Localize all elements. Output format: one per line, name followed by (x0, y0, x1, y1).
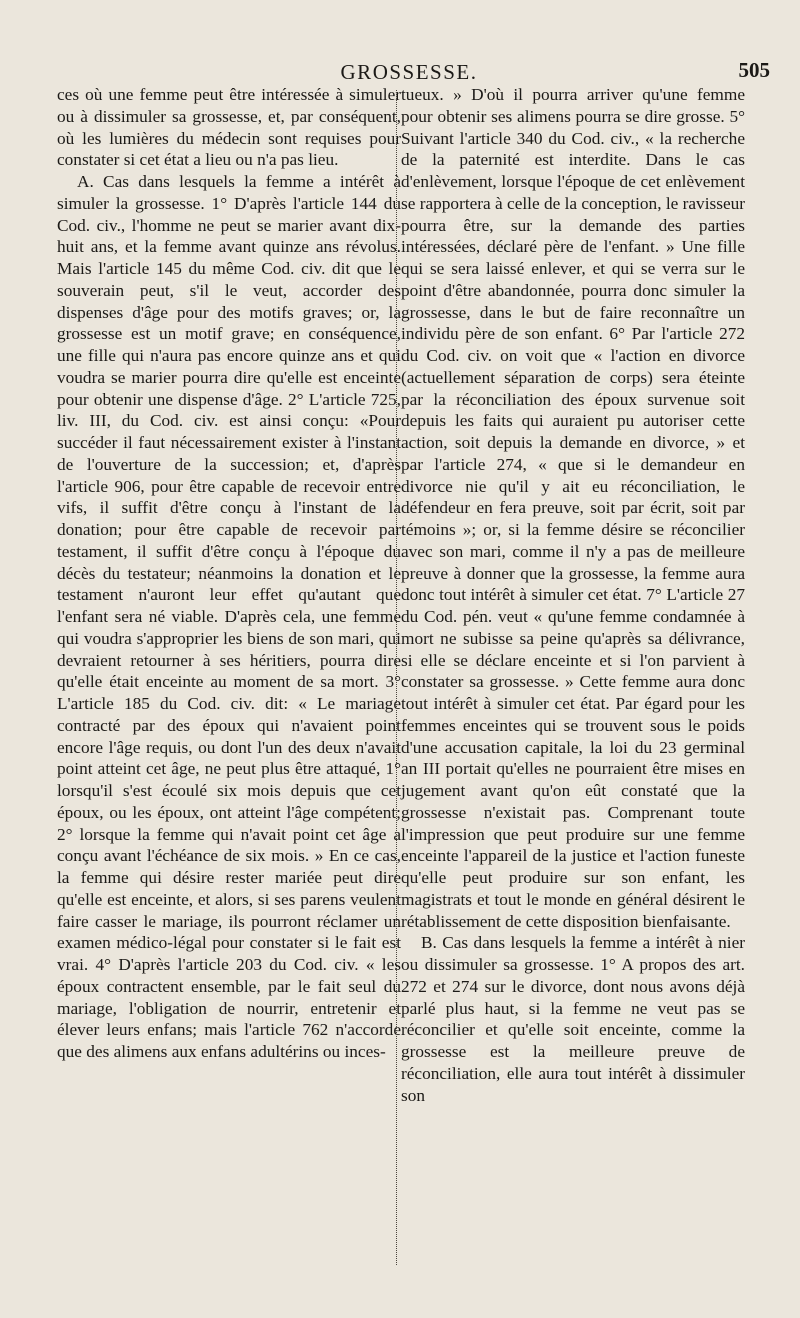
left-column (57, 84, 401, 1063)
paragraph-right-1: tueux. » D'où il pourra arriver qu'une femme pour obtenir ses alimens pourra se dire grosse. 5° Suivant l'article 340 du Cod. civ., « la recherche de la paternité est interdite. Dans le cas d'enlèvement, lorsque l'époque de cet enlèvement se rapportera à celle de la conception, le ravisseur pourra être, sur la demande des parties intéressées, déclaré père de l'enfant. » Une fille qui se sera laissé enlever, et qui se verra sur le point d'être abandonnée, pourra donc simuler la grossesse, dans le but de faire reconnaître un individu père de son enfant. 6° Par l'article 272 du Cod. civ. on voit que « l'action en divorce (actuellement séparation de corps) sera éteinte par la réconciliation des époux survenue soit depuis les faits qui auraient pu autoriser cette action, soit depuis la demande en divorce, » et par l'article 274, « que si le demandeur en divorce nie qu'il y ait eu réconciliation, le défendeur en fera preuve, soit par écrit, soit par témoins »; or, si la femme désire se réconcilier avec son mari, comme il n'y a pas de meilleure preuve à donner que la grossesse, la femme aura donc tout intérêt à simuler cet état. 7° L'article 27 du Cod. pén. veut « qu'une femme condamnée à mort ne subisse sa peine qu'après sa délivrance, si elle se déclare enceinte et si l'on parvient à constater sa grossesse. » Cette femme aura donc tout intérêt à simuler cet état. Par égard pour les femmes enceintes qui se trouvent sous le poids d'une accusation capitale, la loi du 23 germinal an III portait qu'elles ne pourraient être mises en jugement avant qu'on eût constaté que la grossesse n'existait pas. Comprenant toute l'impression que peut produire sur une femme enceinte l'appareil de la justice et l'action funeste qu'elle peut produire sur son enfant, les magistrats et tout le monde en général désirent le rétablissement de cette disposition bienfaisante. (401, 85, 746, 931)
paragraph-left-2: A. Cas dans lesquels la femme a intérêt à simuler la grossesse. 1° D'après l'article 144 du Cod. civ., l'homme ne peut se marier avant dix-huit ans, et la femme avant quinze ans révolus. Mais l'article 145 du même Cod. civ. dit que le souverain peut, s'il le veut, accorder des dispenses d'âge pour des motifs graves; or, la grossesse est un motif grave; en conséquence, une fille qui n'aura pas encore quinze ans et qui voudra se marier pourra dire qu'elle est enceinte pour obtenir une dispense d'âge. 2° L'article 725, liv. III, du Cod. civ. est ainsi conçu: «Pour succéder il faut nécessairement exister à l'instant de l'ouverture de la succession; et, d'après l'article 906, pour être capable de recevoir entre vifs, il suffit d'être conçu à l'instant de la donation; pour être capable de recevoir par testament, il suffit d'être conçu à l'époque du décès du testateur; néanmoins la donation et le testament n'auront leur effet qu'autant que l'enfant sera né viable. D'après cela, une femme qui voudra s'approprier les biens de son mari, qui devraient retourner à ses héritiers, pourra dire qu'elle était enceinte au moment de sa mort. 3° L'article 185 du Cod. civ. dit: « Le mariage contracté par des époux qui n'avaient point encore l'âge requis, ou dont l'un des deux n'avait point atteint cet âge, ne peut plus être attaqué, 1° lorsqu'il s'est écoulé six mois depuis que cet époux, ou les époux, ont atteint l'âge compétent; 2° lorsque la femme qui n'avait point cet âge a conçu avant l'échéance de six mois. » En ce cas, la femme qui désire rester mariée peut dire qu'elle est enceinte, et alors, si ses parens veulent faire casser le mariage, ils pourront réclamer un examen médico-légal pour constater si le fait est vrai. 4° D'après l'article 203 du Cod. civ. « les époux contractent ensemble, par le fait seul du mariage, l'obligation de nourrir, entretenir et élever leurs enfans; mais l'article 762 n'accorde que des alimens aux enfans adultérins ou inces- (57, 172, 401, 1061)
page-number: 505 (738, 58, 770, 82)
running-title: GROSSESSE. (340, 60, 478, 84)
column-divider (396, 90, 397, 1265)
paragraph-left-1: ces où une femme peut être intéressée à simuler ou à dissimuler sa grossesse, et, par conséquent, où les lumières du médecin sont requises pour constater si cet état a lieu ou n'a pas lieu. (57, 85, 401, 170)
right-column (401, 84, 745, 1106)
paragraph-right-2: B. Cas dans lesquels la femme a intérêt à nier ou dissimuler sa grossesse. 1° A propos des art. 272 et 274 sur le divorce, dont nous avons déjà parlé plus haut, si la femme ne veut pas se réconcilier et qu'elle soit enceinte, comme la grossesse est la meilleure preuve de réconciliation, elle aura tout intérêt à dissimuler son (401, 933, 745, 1105)
